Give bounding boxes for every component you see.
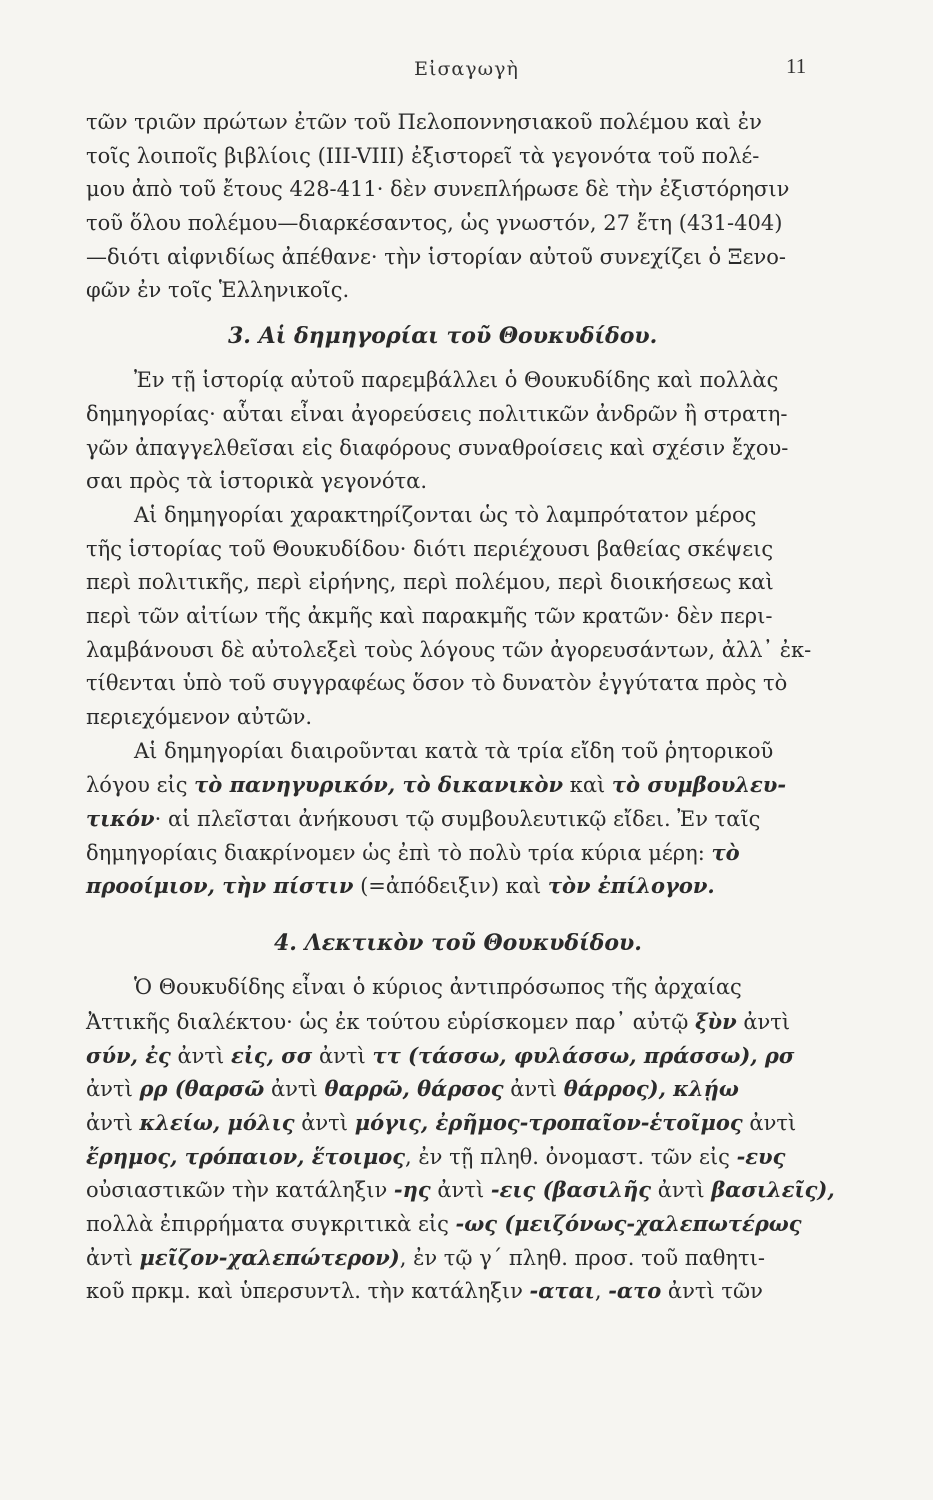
text-line: περιεχόμενον αὐτῶν. xyxy=(86,705,313,729)
text-line: λόγου εἰς τὸ πανηγυρικόν, τὸ δικανικὸν καὶ τὸ συμβουλευ- xyxy=(86,772,787,798)
text-line: δημηγορίας· αὗται εἶναι ἀγορεύσεις πολιτικῶν ἀνδρῶν ἢ στρατη- xyxy=(86,401,788,426)
text-line: μου ἀπὸ τοῦ ἔτους 428-411· δὲν συνεπλήρωσε δὲ τὴν ἐξιστόρησιν xyxy=(86,177,790,202)
text-line: τοῖς λοιποῖς βιβλίοις (III-VIII) ἐξιστορεῖ τὰ γεγονότα τοῦ πολέ- xyxy=(86,143,760,168)
text-line: ἔρημος, τρόπαιον, ἕτοιμος, ἐν τῇ πληθ. ὀνομαστ. τῶν εἰς -ευς xyxy=(86,1143,786,1169)
text-line: Αἱ δημηγορίαι διαιροῦνται κατὰ τὰ τρία εἴδη τοῦ ῥητορικοῦ xyxy=(134,738,774,763)
text-line: ἀντὶ μεῖζον-χαλεπώτερον), ἐν τῷ γ΄ πληθ. προσ. τοῦ παθητι- xyxy=(86,1244,765,1270)
section-heading-3: 3. Αἱ δημηγορίαι τοῦ Θουκυδίδου. xyxy=(228,323,658,350)
page-number: 11 xyxy=(786,54,807,78)
text-line: περὶ τῶν αἰτίων τῆς ἀκμῆς καὶ παρακμῆς τῶν κρατῶν· δὲν περι- xyxy=(86,603,773,628)
text-line: δημηγορίαις διακρίνομεν ὡς ἐπὶ τὸ πολὺ τρία κύρια μέρη: τὸ xyxy=(86,839,740,865)
text-line: Ἀττικῆς διαλέκτου· ὡς ἐκ τούτου εὑρίσκομεν παρ᾽ αὐτῷ ξὺν ἀντὶ xyxy=(86,1008,791,1034)
section-heading-4: 4. Λεκτικὸν τοῦ Θουκυδίδου. xyxy=(274,930,642,957)
text-line: περὶ πολιτικῆς, περὶ εἰρήνης, περὶ πολέμου, περὶ διοικήσεως καὶ xyxy=(86,570,774,595)
text-line: Ὁ Θουκυδίδης εἶναι ὁ κύριος ἀντιπρόσωπος τῆς ἀρχαίας xyxy=(134,975,742,1000)
running-title: Εἰσαγωγὴ xyxy=(414,58,519,80)
text-line: πολλὰ ἐπιρρήματα συγκριτικὰ εἰς -ως (μειζόνως-χαλεπωτέρως xyxy=(86,1210,802,1236)
text-line: σύν, ἐς ἀντὶ εἰς, σσ ἀντὶ ττ (τάσσω, φυλάσσω, πράσσω), ρσ xyxy=(86,1042,795,1068)
text-line: φῶν ἐν τοῖς Ἑλληνικοῖς. xyxy=(86,278,350,303)
text-line: λαμβάνουσι δὲ αὐτολεξεὶ τοὺς λόγους τῶν ἀγορευσάντων, ἀλλ᾽ ἐκ- xyxy=(86,637,812,662)
text-line: κοῦ πρκμ. καὶ ὑπερσυντλ. τὴν κατάληξιν -αται, -ατο ἀντὶ τῶν xyxy=(86,1278,763,1304)
text-line: τικόν· αἱ πλεῖσται ἀνήκουσι τῷ συμβουλευτικῷ εἴδει. Ἐν ταῖς xyxy=(86,806,761,832)
text-line: Ἐν τῇ ἱστορίᾳ αὐτοῦ παρεμβάλλει ὁ Θουκυδίδης καὶ πολλὰς xyxy=(134,368,779,393)
text-line: ἀντὶ ρρ (θαρσῶ ἀντὶ θαρρῶ, θάρσος ἀντὶ θάρρος), κλῄω xyxy=(86,1076,739,1102)
text-line: προοίμιον, τὴν πίστιν (=ἀπόδειξιν) καὶ τὸν ἐπίλογον. xyxy=(86,873,715,899)
body-text xyxy=(86,106,835,1308)
text-line: τίθενται ὑπὸ τοῦ συγγραφέως ὅσον τὸ δυνατὸν ἐγγύτατα πρὸς τὸ xyxy=(86,671,788,696)
text-line: τῆς ἱστορίας τοῦ Θουκυδίδου· διότι περιέχουσι βαθείας σκέψεις xyxy=(86,536,774,561)
text-line: σαι πρὸς τὰ ἱστορικὰ γεγονότα. xyxy=(86,469,428,494)
text-line: ἀντὶ κλείω, μόλις ἀντὶ μόγις, ἐρῆμος-τροπαῖον-ἑτοῖμος ἀντὶ xyxy=(86,1109,797,1135)
text-line: τοῦ ὅλου πολέμου—διαρκέσαντος, ὡς γνωστόν, 27 ἔτη (431-404) xyxy=(86,211,783,236)
text-line: Αἱ δημηγορίαι χαρακτηρίζονται ὡς τὸ λαμπρότατον μέρος xyxy=(134,502,757,527)
text-line: τῶν τριῶν πρώτων ἐτῶν τοῦ Πελοποννησιακοῦ πολέμου καὶ ἐν xyxy=(86,110,762,134)
text-line: γῶν ἀπαγγελθεῖσαι εἰς διαφόρους συναθροίσεις καὶ σχέσιν ἔχου- xyxy=(86,435,789,460)
text-line: —διότι αἰφνιδίως ἀπέθανε· τὴν ἱστορίαν αὐτοῦ συνεχίζει ὁ Ξενο- xyxy=(86,244,786,269)
text-line: οὐσιαστικῶν τὴν κατάληξιν -ης ἀντὶ -εις (βασιλῆς ἀντὶ βασιλεῖς), xyxy=(86,1177,835,1203)
